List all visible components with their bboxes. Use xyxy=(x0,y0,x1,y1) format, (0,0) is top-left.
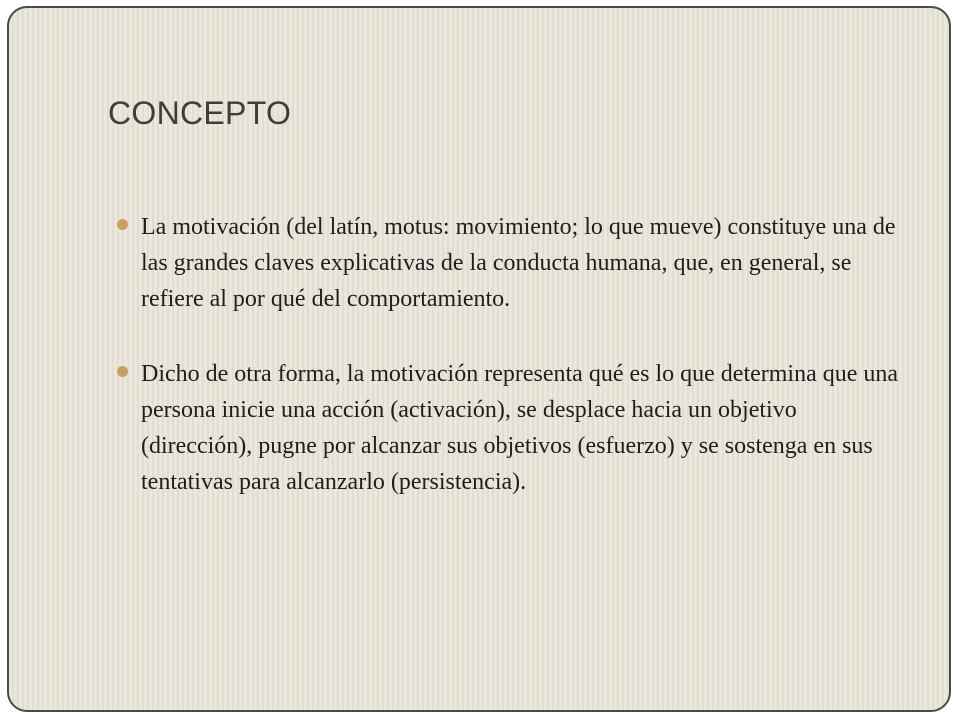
bullet-item xyxy=(107,356,907,500)
bullet-item xyxy=(107,209,907,317)
bullet-text: Dicho de otra forma, la motivación representa qué es lo que determina que una persona inicie una acción (activación), se desplace hacia un objetivo (dirección), pugne por alcanzar sus objetivos (esfuerzo) y se sostenga en sus tentativas para alcanzarlo (persistencia). xyxy=(141,361,899,495)
bullet-text: La motivación (del latín, motus: movimiento; lo que mueve) constituye una de las grandes claves explicativas de la conducta humana, que, en general, se refiere al por qué del comportamiento. xyxy=(141,214,896,312)
slide-title: CONCEPTO xyxy=(108,95,292,131)
bullet-list xyxy=(107,209,907,539)
bullet-dot-icon xyxy=(117,219,128,230)
slide xyxy=(7,6,951,712)
bullet-dot-icon xyxy=(117,366,128,377)
